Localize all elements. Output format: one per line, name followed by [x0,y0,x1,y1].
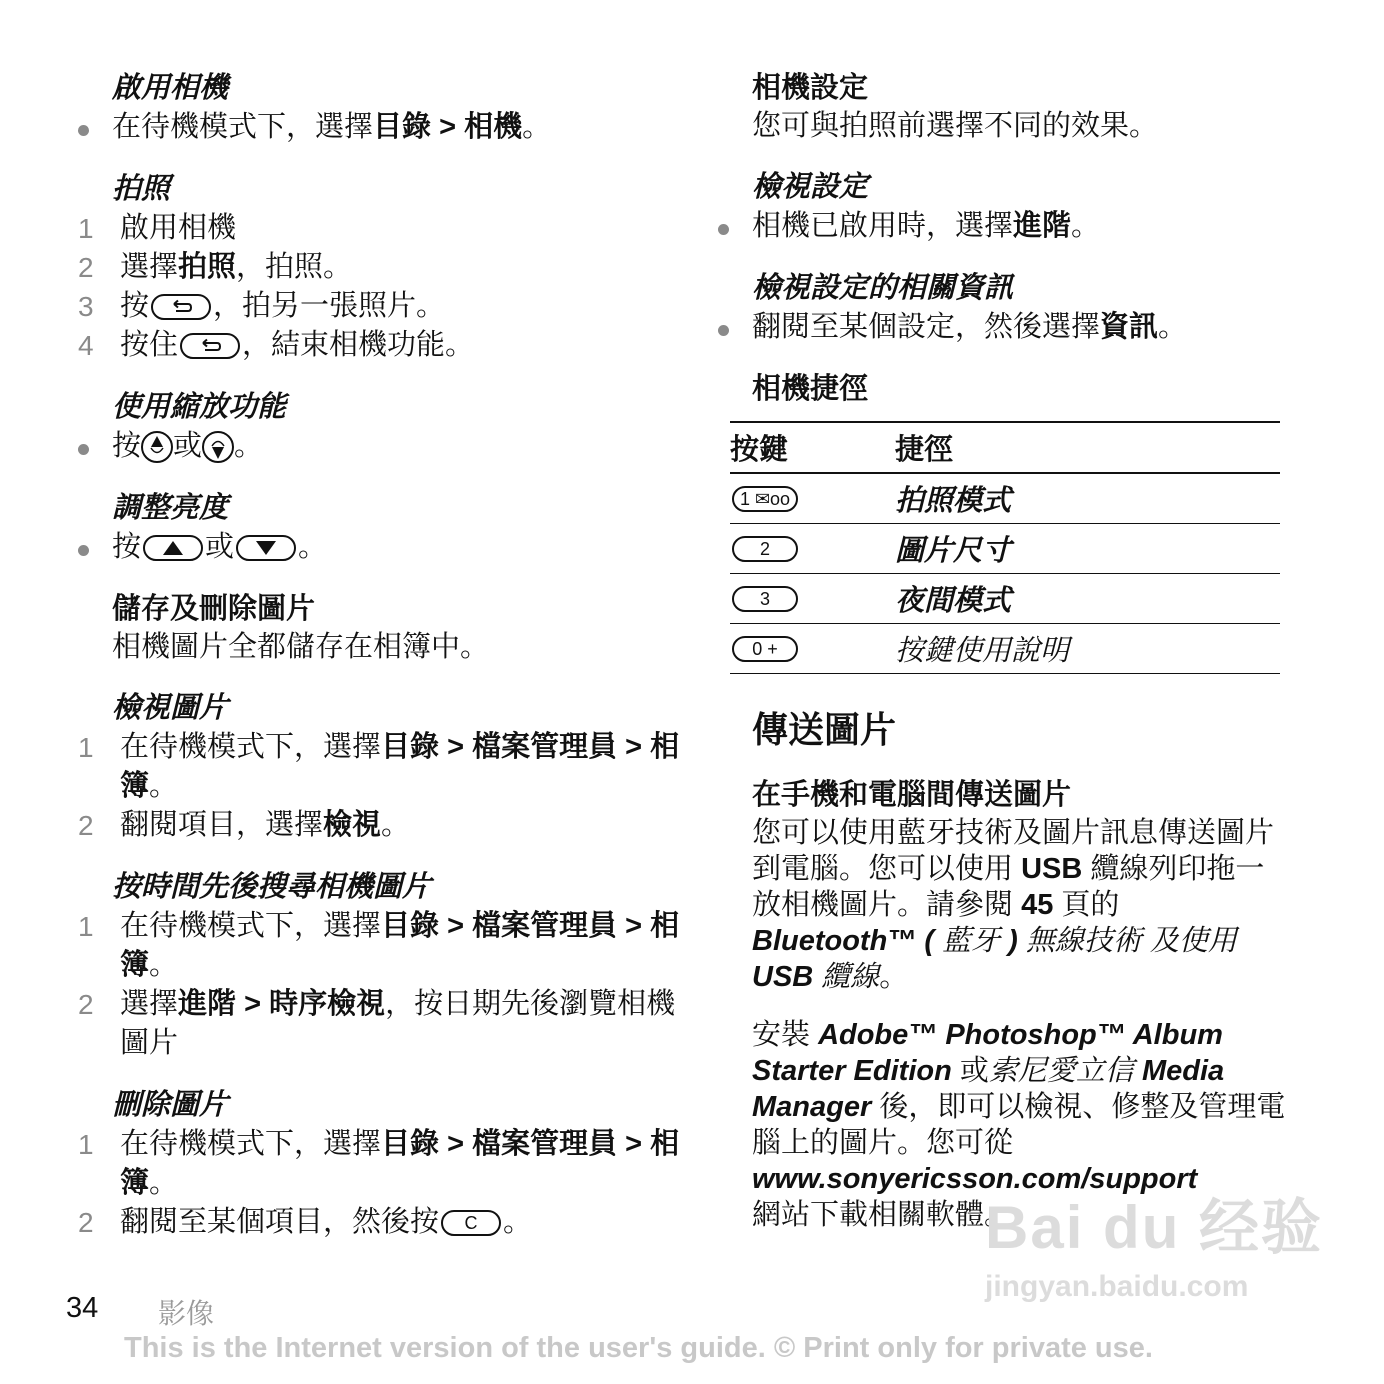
paragraph: 您可與拍照前選擇不同的效果。 [752,110,1159,142]
table-row: 3 夜間模式 [730,574,1280,624]
list-item: 1 在待機模式下，選擇目錄 > 檔案管理員 > 相簿。 [78,731,680,802]
column-header-shortcut: 捷徑 [895,422,1280,473]
zoom-in-key-icon [141,431,173,463]
table-row: 0 + 按鍵使用說明 [730,624,1280,674]
section-title-brightness: 調整亮度 [112,492,229,524]
key-3-icon: 3 [732,586,798,612]
section-title-view-pictures: 檢視圖片 [112,692,229,724]
section-title-start-camera: 啟用相機 [112,72,229,104]
key-0-plus-icon: 0 + [732,636,798,662]
list-item: 2 選擇進階 > 時序檢視，按日期先後瀏覽相機圖片 [78,988,676,1059]
list-item: 2 翻閱至某個項目，然後按 C 。 [78,1206,533,1238]
bullet-icon [78,444,89,455]
c-key-icon: C [441,1210,501,1236]
section-title-zoom: 使用縮放功能 [112,391,287,423]
bullet-icon [78,545,89,556]
column-header-key: 按鍵 [730,422,895,473]
watermark-url: jingyan.baidu.com [985,1270,1249,1303]
key-1-voicemail-icon: 1 ✉oo [732,486,798,512]
section-title-delete-pictures: 刪除圖片 [112,1089,229,1121]
list-item: 按 或 。 [70,427,680,466]
disclaimer: This is the Internet version of the user's guide. © Print only for private use. [124,1332,1153,1364]
back-key-icon [180,333,240,359]
page-number: 34 [66,1292,99,1324]
table-row: 2 圖片尺寸 [730,524,1280,574]
list-item: 1 啟用相機 [78,212,237,244]
list-item: 2 選擇拍照，拍照。 [78,251,353,283]
list-item: 按 或 。 [70,528,680,567]
chapter-heading-transfer-pictures: 傳送圖片 [752,709,897,750]
right-column [730,68,1290,1233]
list-item: 相機已啟用時，選擇進階。 [710,207,1290,246]
section-title-take-photo: 拍照 [112,173,171,205]
down-key-icon [236,535,296,561]
paragraph-software: 安裝 Adobe™ Photoshop™ Album Starter Edition 或索尼愛立信 Media Manager 後，即可以檢視、修整及管理電腦上的圖片。您可從 www.sonyericsson.com/support 網站下載相關軟體。 [752,1019,1286,1231]
paragraph-transfer: 您可以使用藍牙技術及圖片訊息傳送圖片到電腦。您可以使用 USB 纜線列印拖一放相機圖片。請參閱 45 頁的 Bluetooth™ ( 藍牙 ) 無線技術 及使用 USB 纜線。 [752,817,1275,993]
list-item: 4 按住 ，結束相機功能。 [78,329,475,361]
list-item: 1 在待機模式下，選擇目錄 > 檔案管理員 > 相簿。 [78,1128,680,1199]
shortcuts-table [730,421,1280,674]
section-title-transfer-to-pc: 在手機和電腦間傳送圖片 [752,779,1072,811]
list-item: 3 按 ，拍另一張照片。 [78,290,446,322]
section-title-save-delete: 儲存及刪除圖片 [112,593,316,625]
bullet-icon [78,125,89,136]
table-header-row [730,422,1280,473]
up-key-icon [143,535,203,561]
section-title-settings-info: 檢視設定的相關資訊 [752,272,1014,304]
section-title-timeline-search: 按時間先後搜尋相機圖片 [112,871,432,903]
section-title-camera-settings: 相機設定 [752,72,869,104]
section-name: 影像 [158,1298,215,1329]
left-column [70,68,680,1242]
support-url-link[interactable]: www.sonyericsson.com/support [752,1163,1198,1195]
bullet-icon [718,224,729,235]
zoom-out-key-icon [202,431,234,463]
back-key-icon [151,294,211,320]
list-item: 2 翻閱項目，選擇檢視。 [78,809,411,841]
list-item: 1 在待機模式下，選擇目錄 > 檔案管理員 > 相簿。 [78,910,680,981]
baidu-watermark [985,1180,1323,1304]
section-title-view-settings: 檢視設定 [752,171,869,203]
paragraph: 相機圖片全都儲存在相簿中。 [112,631,490,663]
bullet-icon [718,325,729,336]
table-row: 1 ✉oo 拍照模式 [730,473,1280,524]
watermark-logo: Bai du 经验 [985,1194,1324,1261]
section-title-camera-shortcuts: 相機捷徑 [752,373,869,405]
list-item: 翻閱至某個設定，然後選擇資訊。 [710,308,1290,347]
key-2-icon: 2 [732,536,798,562]
list-item: 在待機模式下，選擇目錄 > 相機。 [70,108,680,147]
